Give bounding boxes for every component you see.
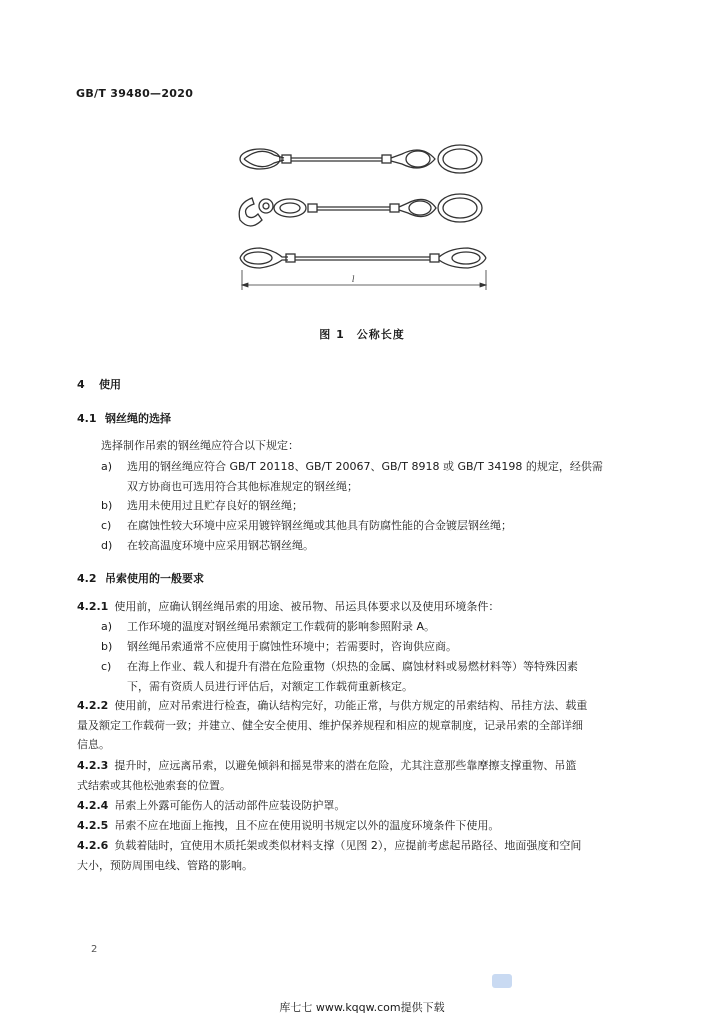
clause-4-2-4	[77, 796, 663, 816]
sling-figure	[230, 140, 500, 300]
clause-4-2-2	[77, 696, 663, 755]
list-item	[101, 617, 663, 637]
clause-text: 使用前，应确认钢丝绳吊索的用途、被吊物、吊运具体要求以及使用环境条件：	[114, 600, 500, 613]
dimension-label: l	[352, 275, 355, 284]
sling-1-illustration	[240, 145, 482, 173]
list-item	[101, 516, 663, 536]
sling-2-illustration	[239, 194, 482, 226]
section-title: 使用	[99, 378, 121, 391]
clause-number: 4.2.5	[77, 819, 109, 832]
item-text: 工作环境的温度对钢丝绳吊索额定工作载荷的影响参照附录 A。	[127, 620, 436, 633]
clause-text: 提升时，应远离吊索，以避免倾斜和摇晃带来的潜在危险，尤其注意那些靠摩擦支撑重物、吊篮	[114, 759, 577, 772]
section-4-2-heading	[77, 570, 204, 586]
item-marker: a)	[101, 460, 113, 473]
watermark-text: 库七七 www.kqqw.com提供下载	[279, 1001, 445, 1014]
item-text-cont: 双方协商也可选用符合其他标准规定的钢丝绳；	[127, 479, 358, 493]
page-number: 2	[91, 944, 98, 955]
list-item	[101, 657, 663, 696]
clause-text-cont: 大小，预防周围电线、管路的影响。	[77, 858, 253, 872]
section-4-1-intro: 选择制作吊索的钢丝绳应符合以下规定：	[101, 439, 299, 452]
section-number: 4.2	[77, 572, 97, 585]
clause-number: 4.2.4	[77, 799, 109, 812]
item-marker: d)	[101, 539, 113, 552]
figure-caption	[0, 326, 724, 342]
clause-4-2-3	[77, 756, 663, 795]
item-marker: b)	[101, 640, 113, 653]
clause-4-2-6	[77, 836, 663, 875]
item-text: 选用未使用过且贮存良好的钢丝绳；	[127, 499, 303, 512]
section-4-1-heading	[77, 410, 171, 426]
section-number: 4.1	[77, 412, 97, 425]
clause-text-cont: 信息。	[77, 738, 110, 751]
clause-text: 负载着陆时，宜使用木质托架或类似材料支撑（见图 2），应提前考虑起吊路径、地面强度和空间	[114, 839, 582, 852]
standard-code: GB/T 39480—2020	[76, 87, 194, 100]
list-item	[101, 536, 663, 556]
item-marker: a)	[101, 620, 113, 633]
item-marker: b)	[101, 499, 113, 512]
sling-3-illustration	[240, 248, 486, 268]
clause-number: 4.2.6	[77, 839, 109, 852]
item-text: 钢丝绳吊索通常不应使用于腐蚀性环境中；若需要时，咨询供应商。	[127, 640, 457, 653]
item-text: 在海上作业、载人和提升有潜在危险重物（炽热的金属、腐蚀材料或易燃材料等）等特殊因素	[127, 660, 578, 673]
item-marker: c)	[101, 660, 112, 673]
list-item	[101, 496, 663, 516]
figure-title: 公称长度	[356, 328, 405, 341]
watermark-logo-icon	[492, 974, 512, 988]
list-item	[101, 457, 663, 496]
clause-number: 4.2.1	[77, 600, 109, 613]
clause-text-cont: 量及额定工作载荷一致；并建立、健全安全使用、维护保养规程和相应的规章制度，记录吊索的全部详细	[77, 718, 583, 732]
figure-label: 图 1	[319, 328, 345, 341]
item-text: 选用的钢丝绳应符合 GB/T 20118、GB/T 20067、GB/T 8918 或 GB/T 34198 的规定，经供需	[127, 460, 603, 473]
section-number: 4	[77, 378, 85, 391]
clause-text-cont: 式结索或其他松弛索套的位置。	[77, 778, 231, 792]
section-title: 吊索使用的一般要求	[105, 572, 204, 585]
clause-text: 吊索不应在地面上拖拽，且不应在使用说明书规定以外的温度环境条件下使用。	[114, 819, 500, 832]
item-marker: c)	[101, 519, 112, 532]
section-title: 钢丝绳的选择	[105, 412, 171, 425]
section-4-heading	[77, 376, 121, 392]
clause-number: 4.2.2	[77, 699, 109, 712]
clause-4-2-1	[77, 597, 663, 617]
item-text: 在较高温度环境中应采用钢芯钢丝绳。	[127, 539, 314, 552]
clause-text: 使用前，应对吊索进行检查，确认结构完好，功能正常，与供方规定的吊索结构、吊挂方法、载重	[114, 699, 588, 712]
clause-text: 吊索上外露可能伤人的活动部件应装设防护罩。	[114, 799, 346, 812]
clause-number: 4.2.3	[77, 759, 109, 772]
item-text-cont: 下，需有资质人员进行评估后，对额定工作载荷重新核定。	[127, 679, 413, 693]
list-item	[101, 637, 663, 657]
item-text: 在腐蚀性较大环境中应采用镀锌钢丝绳或其他具有防腐性能的合金镀层钢丝绳；	[127, 519, 512, 532]
clause-4-2-5	[77, 816, 663, 836]
